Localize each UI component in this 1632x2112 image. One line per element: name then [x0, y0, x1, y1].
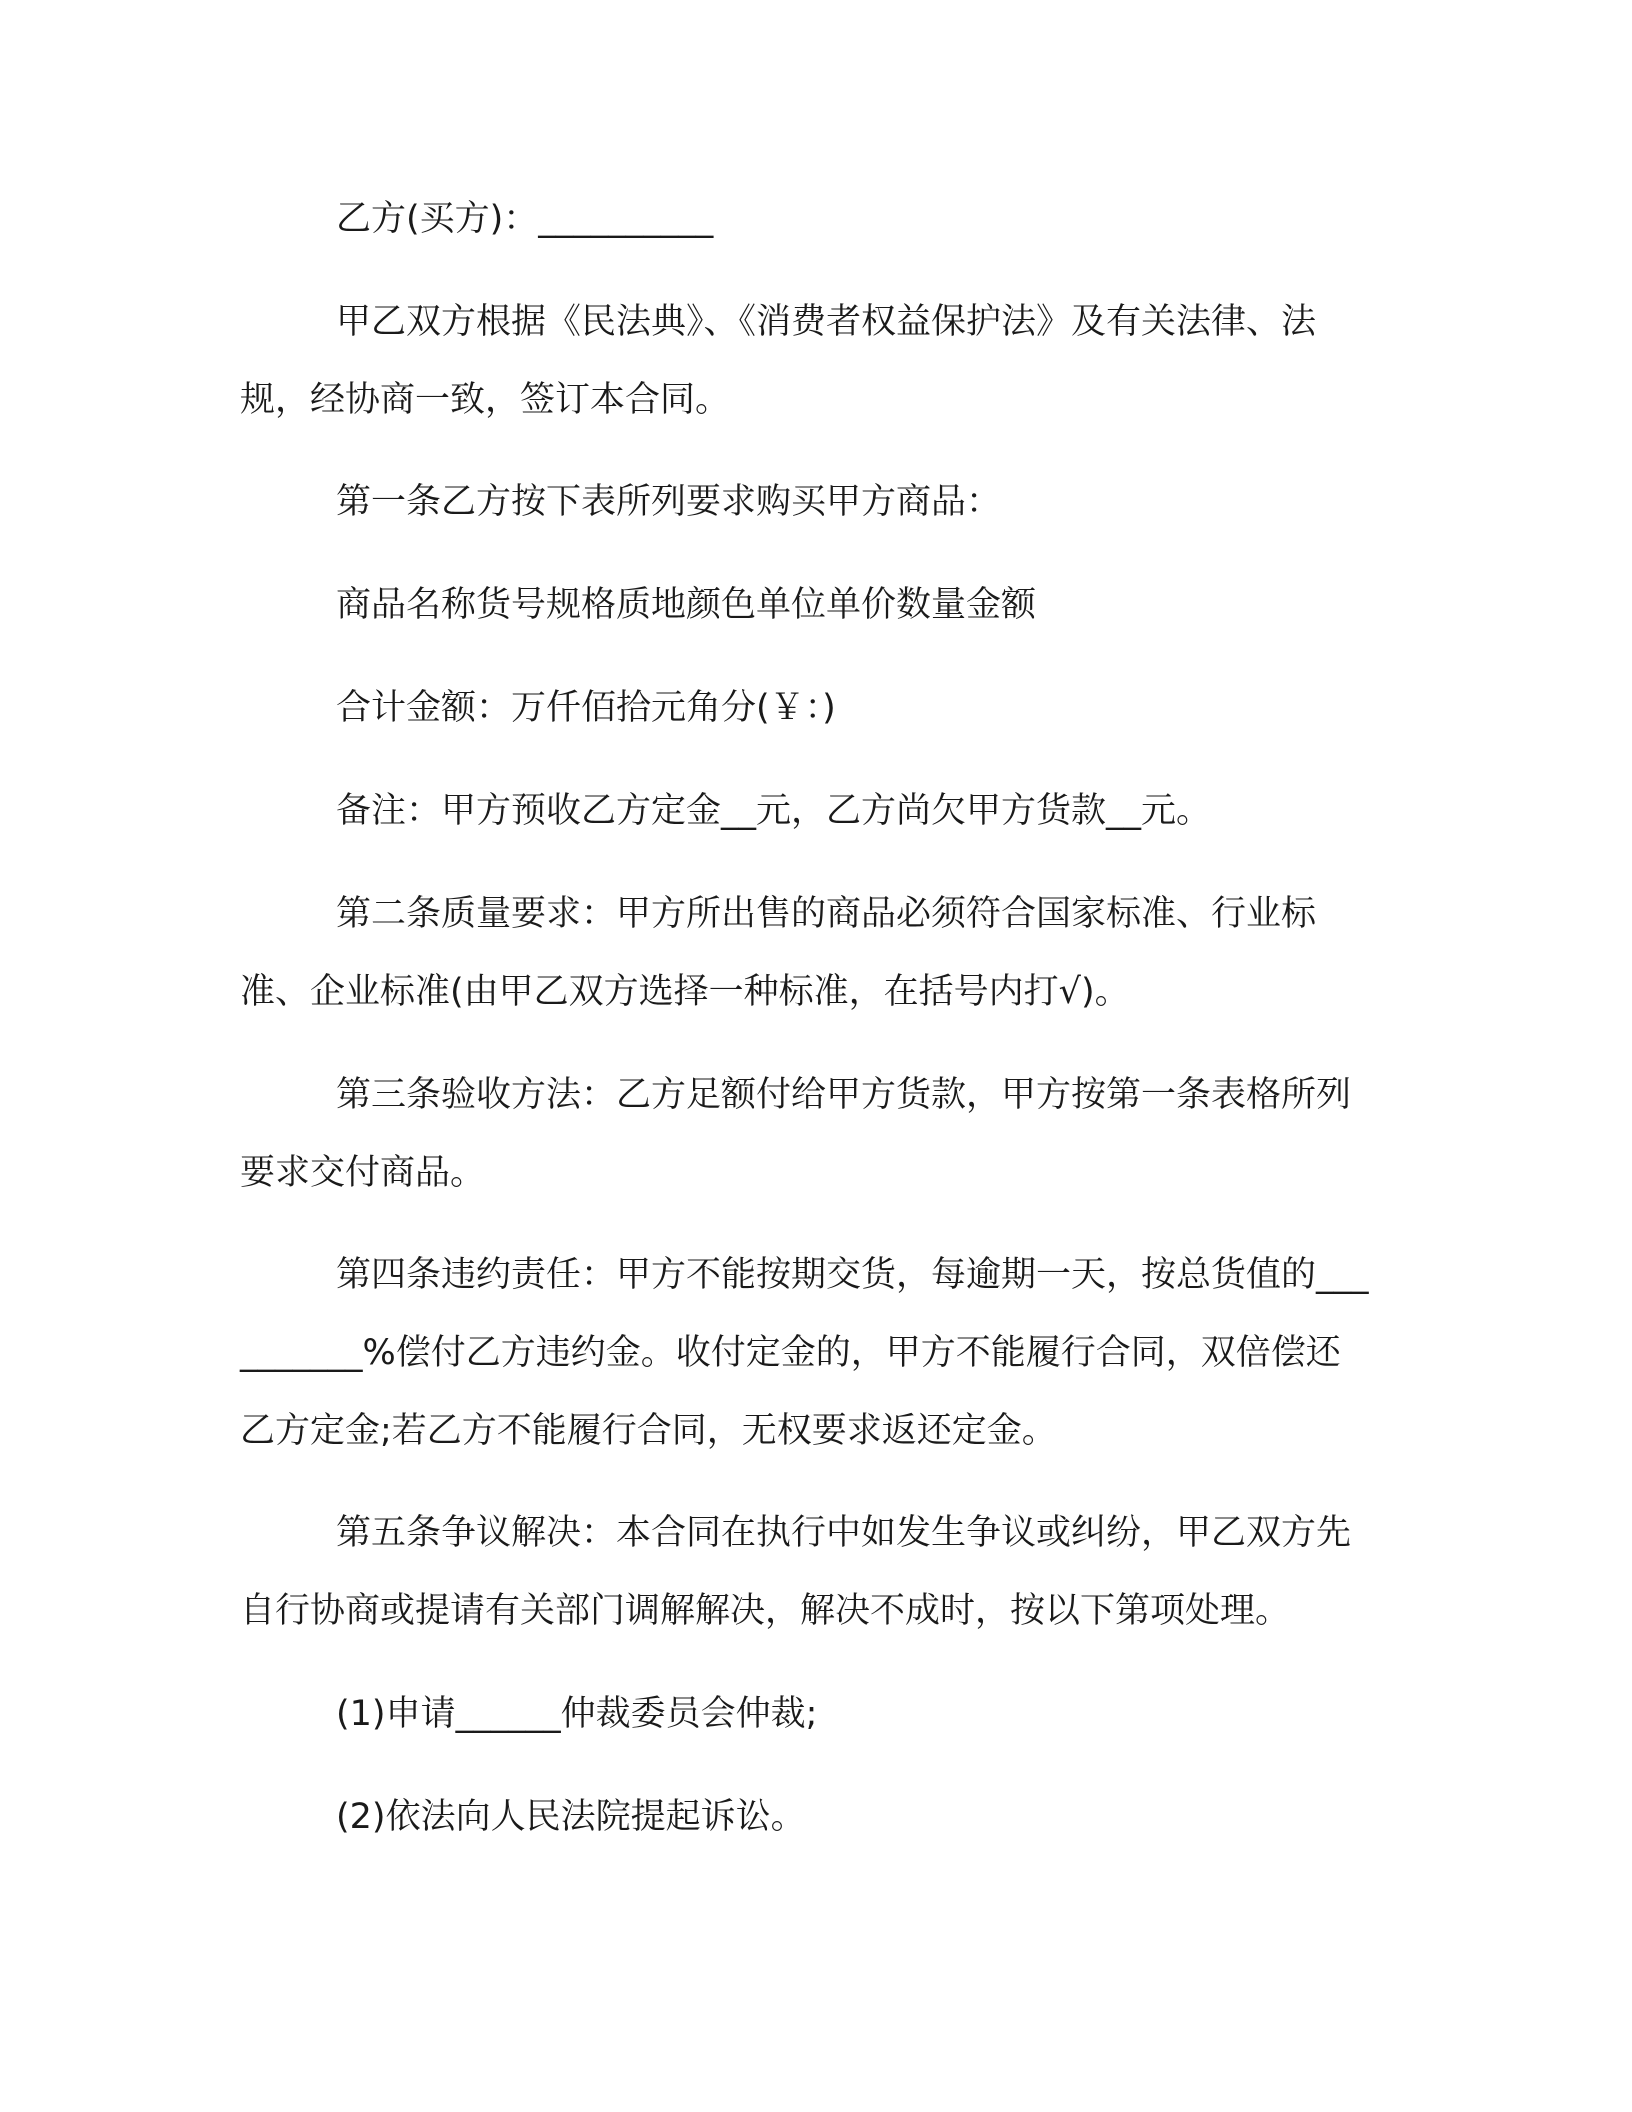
article-4-liability: 第四条违约责任：甲方不能按期交货，每逾期一天，按总货值的__________%偿付乙方违约金。收付定金的，甲方不能履行合同，双倍偿还乙方定金;若乙方不能履行合同，无权要求返还定金。 [240, 1255, 1369, 1451]
contract-preamble: 甲乙双方根据《民法典》、《消费者权益保护法》及有关法律、法规，经协商一致，签订本合同。 [240, 302, 1317, 420]
dispute-option-litigation: (2)依法向人民法院提起诉讼。 [336, 1797, 806, 1837]
article-1-purchase: 第一条乙方按下表所列要求购买甲方商品： [336, 482, 1002, 522]
party-b-buyer-line: 乙方(买方)：__________ [336, 199, 714, 239]
article-2-quality: 第二条质量要求：甲方所出售的商品必须符合国家标准、行业标准、企业标准(由甲乙双方选择一种标准，在括号内打√)。 [240, 894, 1317, 1012]
goods-table-header: 商品名称货号规格质地颜色单位单价数量金额 [336, 585, 1037, 625]
total-amount-line: 合计金额：万仟佰拾元角分(￥：) [336, 688, 836, 728]
article-3-acceptance: 第三条验收方法：乙方足额付给甲方货款，甲方按第一条表格所列要求交付商品。 [240, 1075, 1352, 1193]
dispute-option-arbitration: (1)申请______仲裁委员会仲裁; [336, 1694, 818, 1734]
deposit-remark: 备注：甲方预收乙方定金__元，乙方尚欠甲方货款__元。 [336, 791, 1212, 831]
article-5-dispute: 第五条争议解决：本合同在执行中如发生争议或纠纷，甲乙双方先自行协商或提请有关部门调解解决，解决不成时，按以下第项处理。 [240, 1513, 1352, 1631]
